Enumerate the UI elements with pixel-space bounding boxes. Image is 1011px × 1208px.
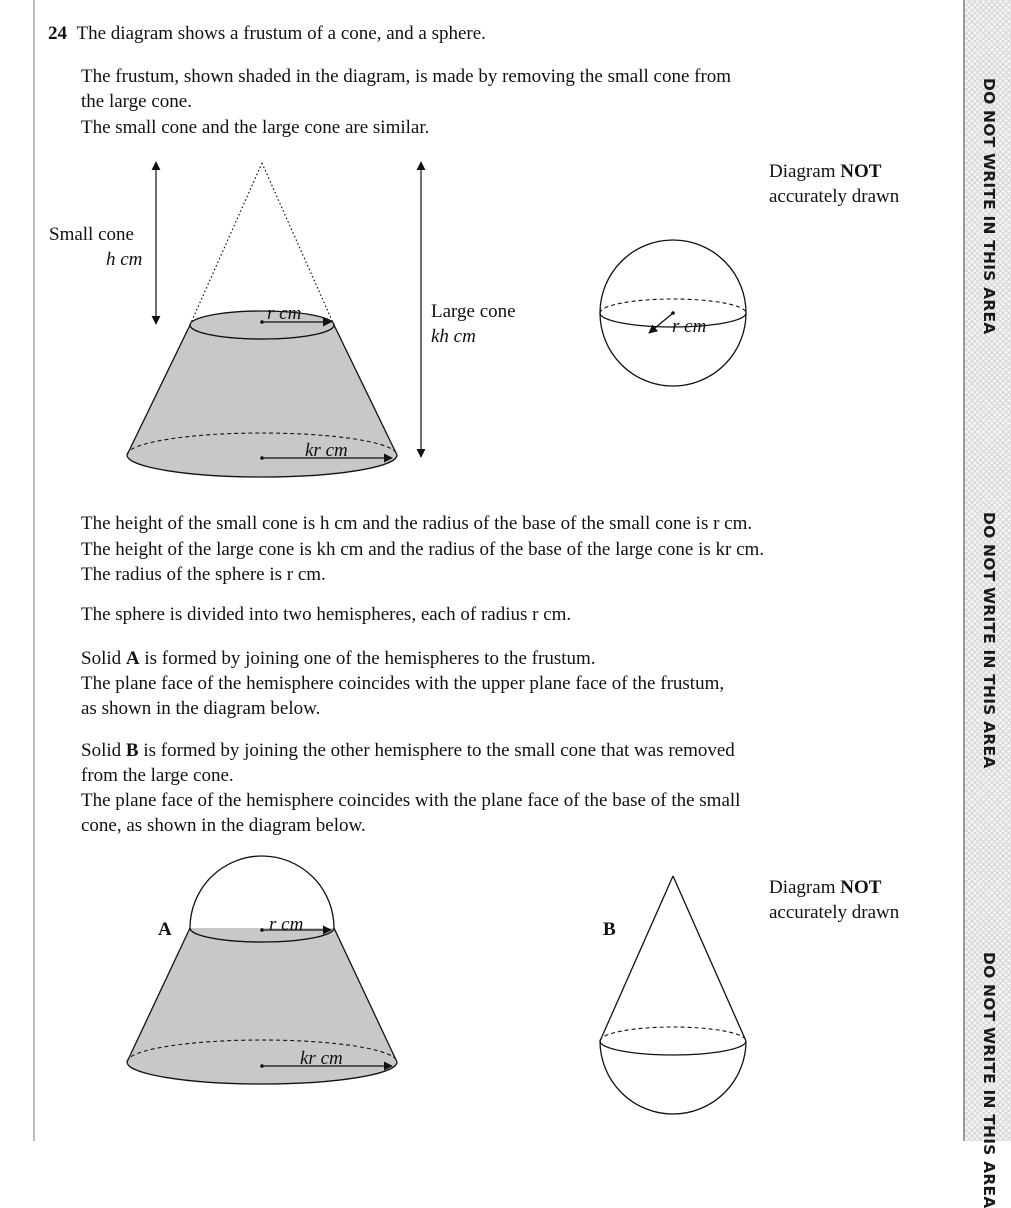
top-center-dot — [260, 320, 264, 324]
solid-b-hemisphere — [600, 1041, 746, 1114]
sphere-center-dot — [671, 311, 675, 315]
solid-a-top-radius-label: r cm — [269, 914, 304, 935]
para5-line1: Solid B is formed by joining the other hemisphere to the small cone that was removed — [81, 740, 735, 761]
para2-line1: The height of the small cone is h cm and the radius of the base of the small cone is r cm. — [81, 513, 753, 534]
para4-line3: as shown in the diagram below. — [81, 698, 321, 719]
top-radius-label: r cm — [267, 303, 302, 324]
solid-b-diagram — [600, 876, 900, 1114]
para4-line2: The plane face of the hemisphere coincides with the upper plane face of the frustum, — [81, 673, 725, 694]
diagram2-note-line1: Diagram NOT — [769, 877, 882, 898]
margin-warning-3: DO NOT WRITE IN THIS AREA — [980, 952, 998, 1208]
solid-a-base-radius-label: kr cm — [300, 1048, 343, 1069]
diagram-note-line1: Diagram NOT — [769, 161, 882, 182]
base-center-dot — [260, 456, 264, 460]
margin-warning-1: DO NOT WRITE IN THIS AREA — [980, 78, 998, 335]
sphere-equator-back — [600, 299, 746, 313]
question-intro: The diagram shows a frustum of a cone, and a sphere. — [76, 23, 486, 44]
small-cone-dotted-right — [262, 163, 334, 325]
solid-b-label: B — [603, 919, 616, 940]
solid-a-shaded-body — [127, 928, 397, 1084]
para1-line1: The frustum, shown shaded in the diagram, is made by removing the small cone from — [81, 66, 732, 87]
solid-b-cone-right — [673, 876, 746, 1041]
para3: The sphere is divided into two hemispheres, each of radius r cm. — [81, 604, 572, 625]
sphere-radius-arrow — [649, 313, 673, 333]
small-cone-dotted-left — [190, 163, 262, 325]
small-cone-label: Small cone — [49, 224, 134, 245]
solid-a-hemisphere — [190, 856, 334, 928]
large-cone-label: Large cone — [431, 301, 516, 322]
margin-warning-2: DO NOT WRITE IN THIS AREA — [980, 512, 998, 769]
large-cone-height-label: kh cm — [431, 326, 476, 347]
solid-b-equator-back — [600, 1027, 746, 1041]
question-number: 24 — [48, 23, 67, 44]
diagram2-note-line2: accurately drawn — [769, 902, 900, 923]
sphere-diagram — [600, 240, 746, 386]
solid-b-cone-left — [600, 876, 673, 1041]
para5-line3: The plane face of the hemisphere coincides with the plane face of the base of the small — [81, 790, 741, 811]
para5-line4: cone, as shown in the diagram below. — [81, 815, 366, 836]
para4-line1: Solid A is formed by joining one of the hemispheres to the frustum. — [81, 648, 596, 669]
frustum-diagram — [49, 161, 900, 477]
small-cone-height-label: h cm — [106, 249, 143, 270]
para1-line3: The small cone and the large cone are similar. — [81, 117, 430, 138]
solid-a-diagram — [127, 856, 397, 1084]
frustum-top-face — [190, 311, 334, 339]
para1-line2: the large cone. — [81, 91, 192, 112]
diagram-note-line2: accurately drawn — [769, 186, 900, 207]
base-radius-label: kr cm — [305, 440, 348, 461]
para2-line3: The radius of the sphere is r cm. — [81, 564, 326, 585]
frustum-shaded-body — [127, 325, 397, 477]
para2-line2: The height of the large cone is kh cm and the radius of the base of the large cone is kr cm. — [81, 539, 765, 560]
solid-a-label: A — [158, 919, 172, 940]
solid-a-top-center-dot — [260, 928, 264, 932]
solid-a-base-center-dot — [260, 1064, 264, 1068]
para5-line2: from the large cone. — [81, 765, 234, 786]
sphere-radius-label: r cm — [672, 316, 707, 337]
